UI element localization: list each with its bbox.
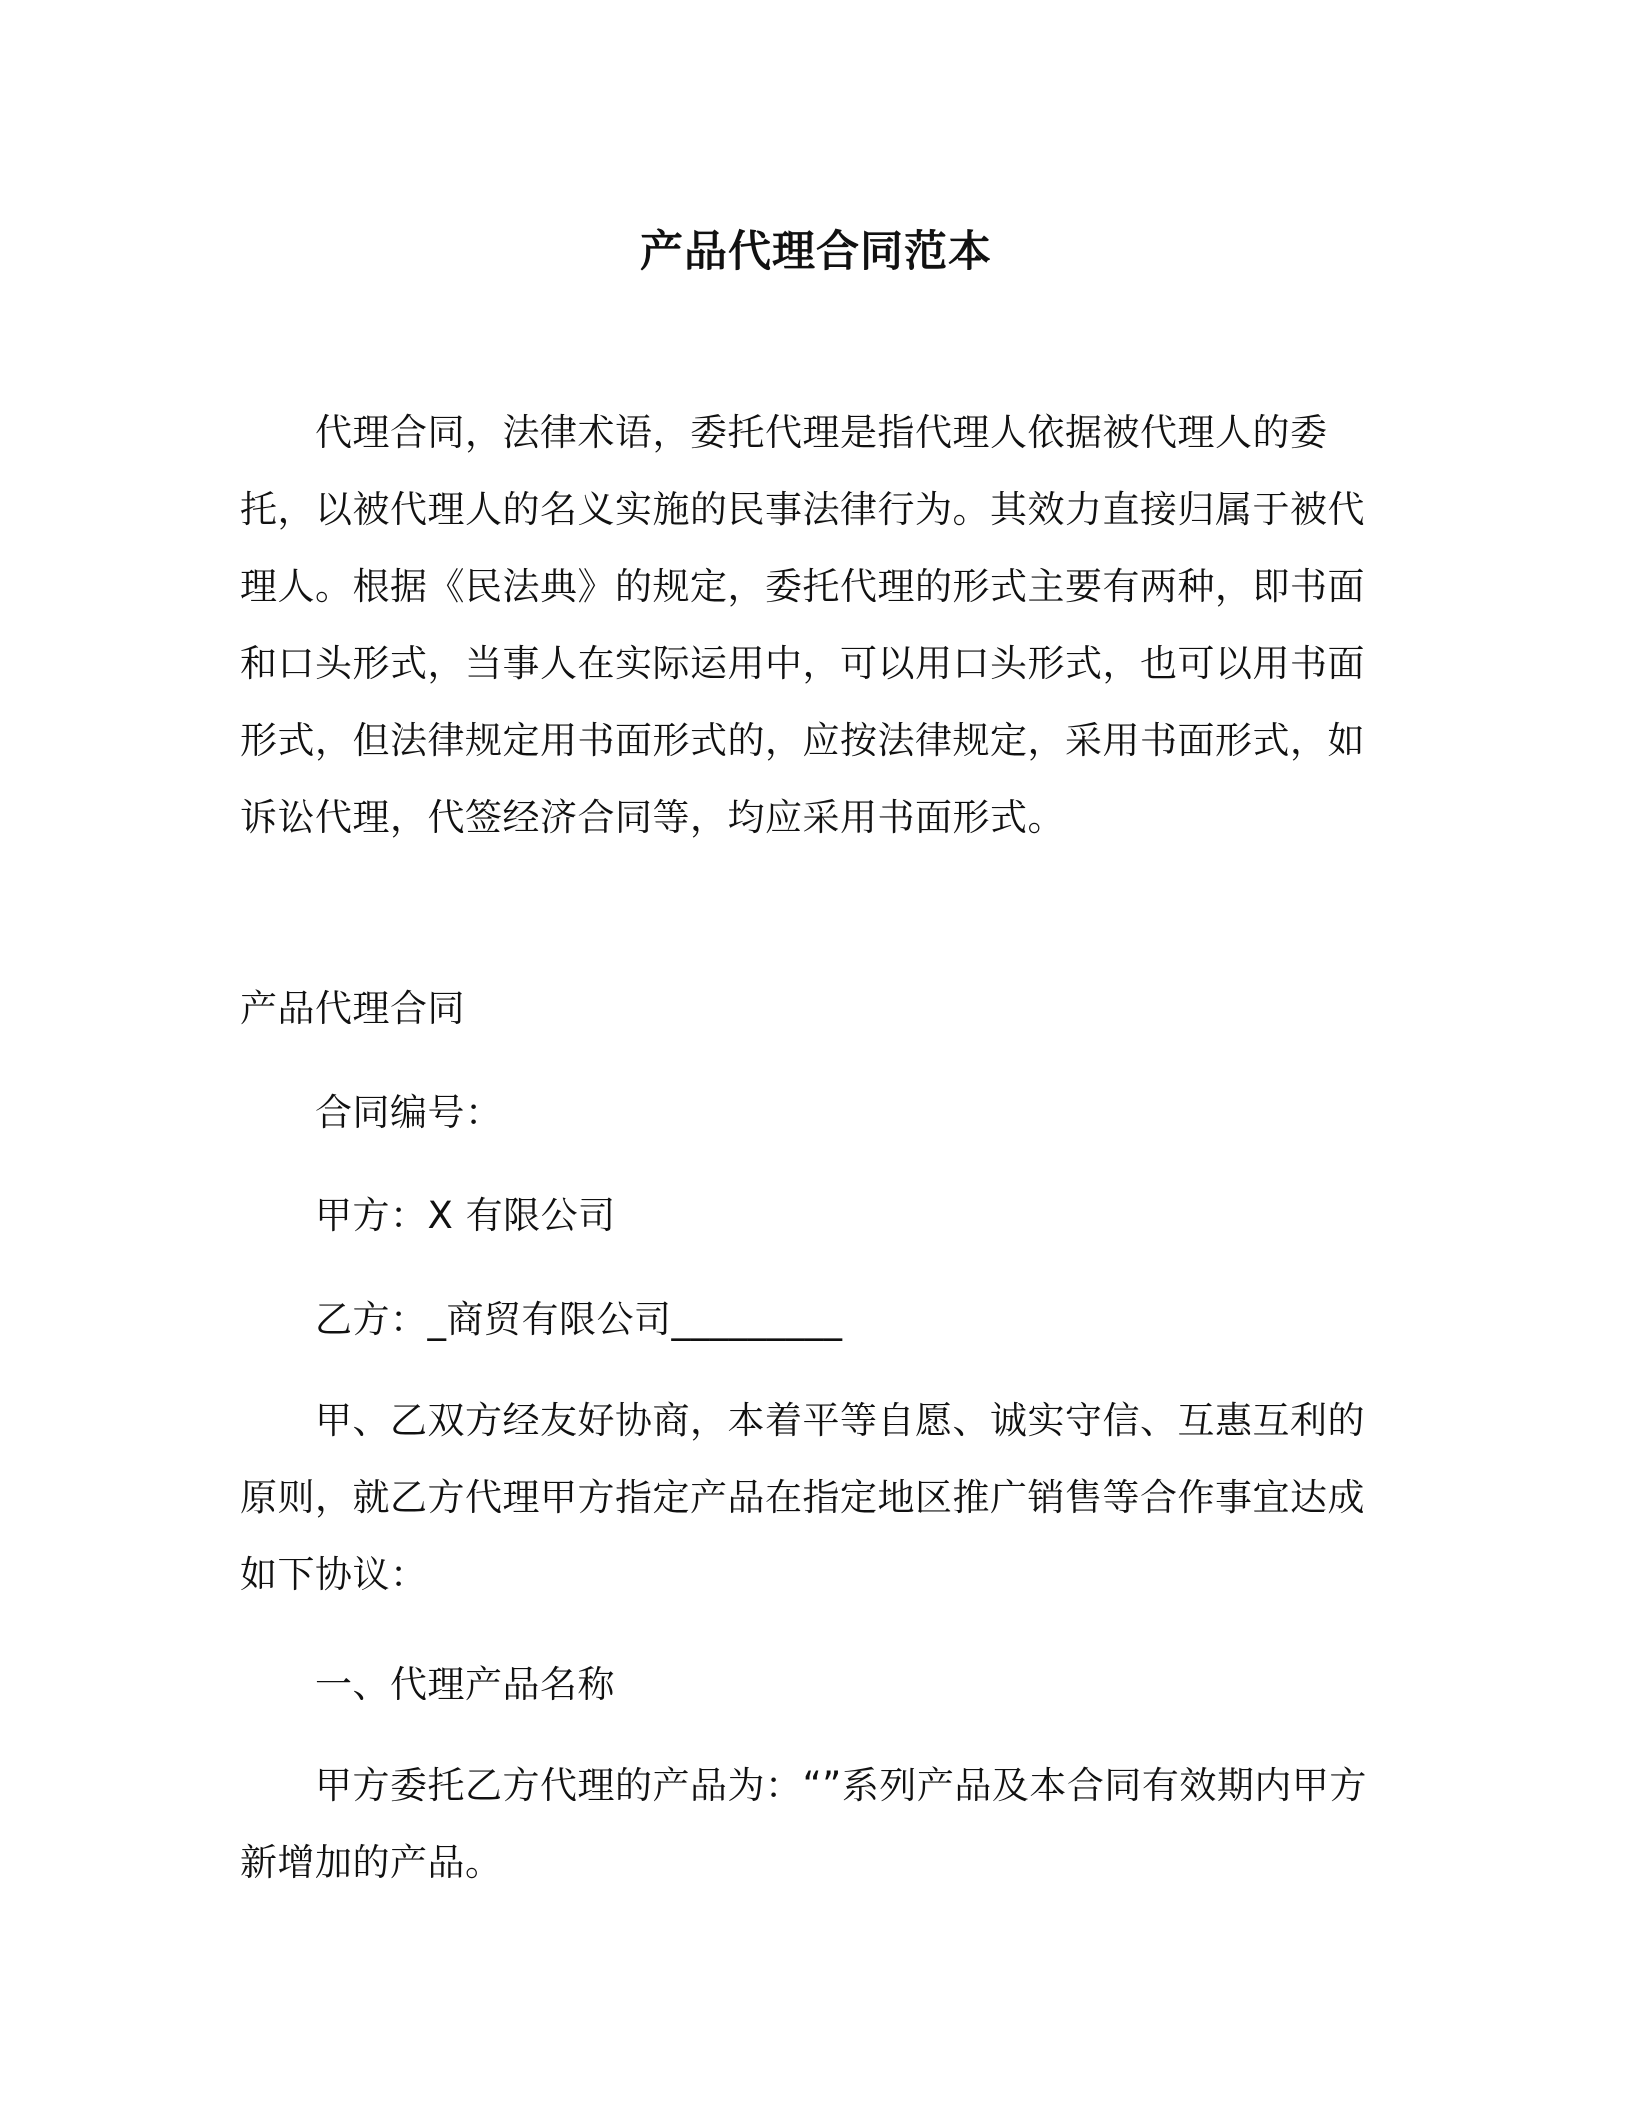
document-title: 产品代理合同范本 bbox=[640, 227, 992, 277]
section-one-body: 甲方委托乙方代理的产品为：“”系列产品及本合同有效期内甲方新增加的产品。 bbox=[240, 1764, 1367, 1884]
section-one-heading: 一、代理产品名称 bbox=[315, 1663, 615, 1706]
party-b-line: 乙方：_商贸有限公司_________ bbox=[315, 1298, 843, 1341]
agreement-paragraph-block bbox=[240, 1382, 1380, 1613]
intro-paragraph: 代理合同，法律术语，委托代理是指代理人依据被代理人的委托，以被代理人的名义实施的民事法律行为。其效力直接归属于被代理人。根据《民法典》的规定，委托代理的形式主要有两种，即书面和口头形式，当事人在实际运用中，可以用口头形式，也可以用书面形式，但法律规定用书面形式的，应按法律规定，采用书面形式，如诉讼代理，代签经济合同等，均应采用书面形式。 bbox=[240, 411, 1365, 839]
party-a-line: 甲方：X 有限公司 bbox=[315, 1194, 616, 1237]
section-one-body-block bbox=[240, 1747, 1380, 1901]
intro-paragraph-block bbox=[240, 394, 1380, 856]
contract-number-label: 合同编号： bbox=[315, 1091, 503, 1134]
agreement-paragraph: 甲、乙双方经友好协商，本着平等自愿、诚实守信、互惠互利的原则，就乙方代理甲方指定产品在指定地区推广销售等合作事宜达成如下协议： bbox=[240, 1399, 1365, 1596]
contract-heading: 产品代理合同 bbox=[240, 987, 465, 1030]
